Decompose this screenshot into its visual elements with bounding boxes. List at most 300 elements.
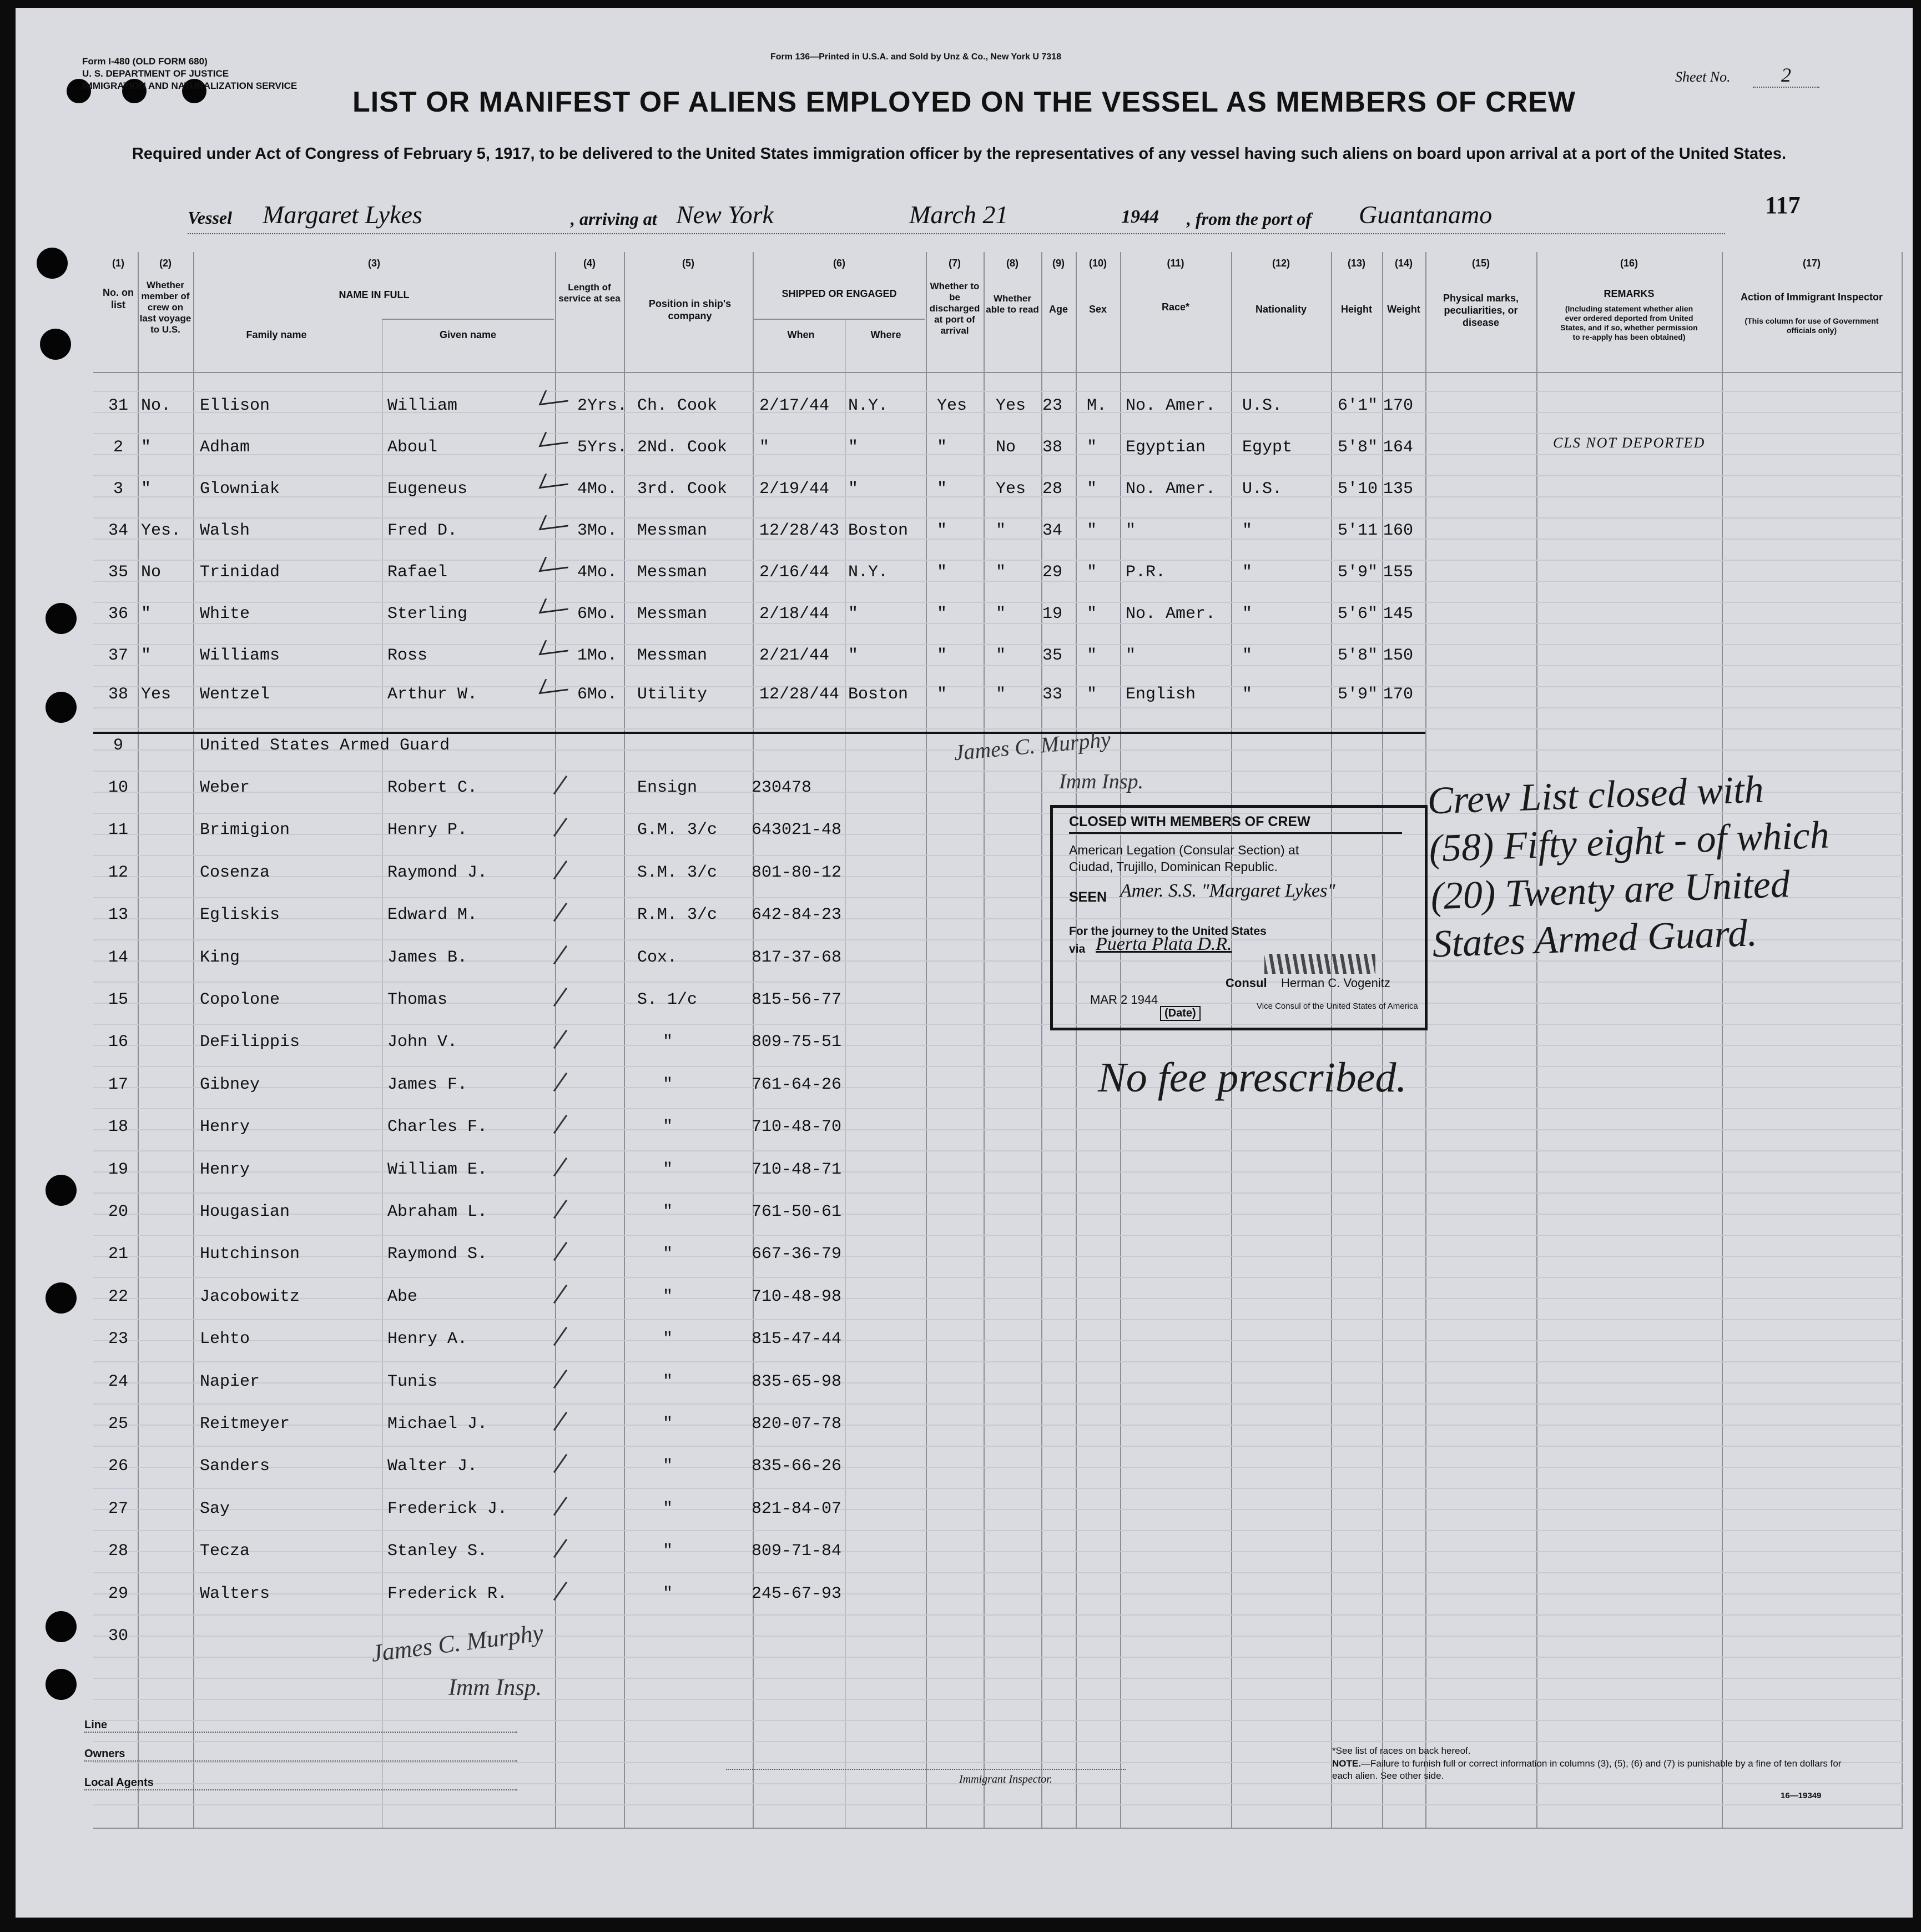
crew-discharged-cell: " bbox=[937, 605, 947, 623]
row-rule bbox=[93, 707, 1903, 708]
column-header: Weight bbox=[1387, 304, 1420, 315]
crew-read-cell: " bbox=[996, 685, 1006, 704]
crew-when-cell: 12/28/44 bbox=[759, 685, 840, 704]
row-rule bbox=[93, 1319, 1903, 1320]
header-rule bbox=[93, 372, 1903, 373]
crew-read-cell: No bbox=[996, 438, 1016, 457]
guard-rating-cell: S. 1/c bbox=[637, 990, 698, 1009]
crew-list-closed-note bbox=[1426, 764, 1833, 969]
crew-position-cell: Ch. Cook bbox=[637, 396, 718, 415]
crew-family-cell: Glowniak bbox=[200, 480, 280, 499]
crew-where-cell: N.Y. bbox=[848, 396, 889, 415]
consul-signature-scribble bbox=[1264, 954, 1375, 974]
grid-line bbox=[555, 252, 556, 1829]
guard-given-cell: Edward M. bbox=[387, 905, 478, 925]
crew-service-cell: 4Mo. bbox=[577, 480, 618, 499]
guard-service-number-cell: 245-67-93 bbox=[752, 1584, 842, 1603]
column-number: (4) bbox=[583, 258, 596, 269]
crew-family-cell: Ellison bbox=[200, 396, 270, 415]
line-label: Line bbox=[84, 1719, 517, 1733]
row-rule bbox=[93, 1129, 1903, 1130]
punch-hole bbox=[37, 248, 68, 279]
row-rule bbox=[93, 475, 1903, 476]
fee-note: No fee prescribed. bbox=[1098, 1054, 1407, 1101]
guard-service-number-cell: 710-48-70 bbox=[752, 1118, 842, 1137]
guard-no-cell: 27 bbox=[108, 1499, 128, 1518]
crew-family-cell: Wentzel bbox=[200, 685, 270, 704]
stamp-line1: American Legation (Consular Section) at bbox=[1069, 843, 1299, 857]
local-agents-label: Local Agents bbox=[84, 1777, 517, 1790]
stamp-via-value: Puerta Plata D.R. bbox=[1096, 934, 1232, 954]
crew-nationality-cell: " bbox=[1242, 646, 1253, 665]
column-number: (12) bbox=[1272, 258, 1290, 269]
row-rule bbox=[93, 644, 1903, 645]
guard-family-cell: Egliskis bbox=[200, 905, 280, 925]
guard-rating-cell: " bbox=[663, 1499, 673, 1518]
grid-line bbox=[845, 319, 846, 1829]
grid-line bbox=[984, 252, 985, 1829]
owners-label: Owners bbox=[84, 1748, 517, 1762]
guard-service-number-cell: 643021-48 bbox=[752, 821, 842, 840]
column-header: No. on list bbox=[103, 287, 134, 310]
crew-race-cell: P.R. bbox=[1126, 563, 1166, 582]
service-check-mark bbox=[538, 554, 574, 572]
crew-height-cell: 5'10 bbox=[1338, 480, 1378, 499]
guard-family-cell: Lehto bbox=[200, 1330, 250, 1349]
guard-service-number-cell: 817-37-68 bbox=[752, 948, 842, 967]
crew-nationality-cell: " bbox=[1242, 521, 1253, 540]
crew-when-cell: 2/21/44 bbox=[759, 646, 830, 665]
arriving-label: , arriving at bbox=[571, 209, 657, 229]
row-rule bbox=[93, 1024, 1903, 1025]
crew-no-cell: 35 bbox=[108, 563, 128, 582]
stamp-date-label: (Date) bbox=[1160, 1006, 1201, 1021]
stamp-consul-label: Consul bbox=[1226, 976, 1267, 990]
column-number: (5) bbox=[682, 258, 694, 269]
guard-given-cell: John V. bbox=[387, 1033, 458, 1052]
guard-rating-cell: S.M. 3/c bbox=[637, 863, 718, 882]
row-rule bbox=[93, 982, 1903, 983]
row-rule bbox=[93, 1614, 1903, 1616]
guard-heading-label: United States Armed Guard bbox=[200, 736, 450, 755]
crew-age-cell: 19 bbox=[1042, 605, 1063, 623]
crew-service-cell: 5Yrs. bbox=[577, 438, 628, 457]
crew-where-cell: " bbox=[848, 605, 859, 623]
crew-service-cell: 3Mo. bbox=[577, 521, 618, 540]
crew-no-cell: 34 bbox=[108, 521, 128, 540]
row-rule bbox=[93, 1382, 1903, 1383]
row-rule bbox=[93, 1699, 1903, 1700]
crew-family-cell: Williams bbox=[200, 646, 280, 665]
stamp-via-label: via bbox=[1069, 943, 1086, 955]
crew-when-cell: 2/17/44 bbox=[759, 396, 830, 415]
row-rule bbox=[93, 1593, 1903, 1594]
row-rule bbox=[93, 1403, 1903, 1405]
crew-weight-cell: 150 bbox=[1383, 646, 1414, 665]
row-rule bbox=[93, 391, 1903, 392]
row-rule bbox=[93, 1045, 1903, 1046]
manifest-sheet bbox=[16, 8, 1913, 1918]
crew-race-cell: Egyptian bbox=[1126, 438, 1206, 457]
crew-weight-cell: 160 bbox=[1383, 521, 1414, 540]
grid-line bbox=[1722, 252, 1723, 1829]
row-rule bbox=[93, 1256, 1903, 1257]
row-rule bbox=[93, 1530, 1903, 1531]
guard-rating-cell: Cox. bbox=[637, 948, 678, 967]
inspector-signature-line bbox=[726, 1769, 1126, 1770]
punch-hole bbox=[46, 1611, 77, 1642]
crew-race-cell: " bbox=[1126, 521, 1136, 540]
guard-given-cell: Tunis bbox=[387, 1372, 438, 1391]
crew-given-cell: Sterling bbox=[387, 605, 468, 623]
crew-nationality-cell: U.S. bbox=[1242, 396, 1283, 415]
row-rule bbox=[93, 1657, 1903, 1658]
column-header: Height bbox=[1341, 304, 1372, 315]
stamp-vice-consul: Vice Consul of the United States of America bbox=[1257, 1002, 1418, 1011]
crew-where-cell: " bbox=[848, 438, 859, 457]
crew-family-cell: Walsh bbox=[200, 521, 250, 540]
guard-family-cell: Hutchinson bbox=[200, 1245, 300, 1264]
crew-height-cell: 5'6" bbox=[1338, 605, 1378, 623]
crew-sex-cell: M. bbox=[1087, 396, 1107, 415]
crew-where-cell: Boston bbox=[848, 685, 909, 704]
punch-hole bbox=[46, 1282, 77, 1314]
crew-discharged-cell: " bbox=[937, 685, 947, 704]
row-rule bbox=[93, 1446, 1903, 1447]
crew-sex-cell: " bbox=[1087, 438, 1097, 457]
crew-service-cell: 2Yrs. bbox=[577, 396, 628, 415]
crew-family-cell: White bbox=[200, 605, 250, 623]
crew-nationality-cell: " bbox=[1242, 685, 1253, 704]
guard-service-number-cell: 710-48-71 bbox=[752, 1160, 842, 1179]
guard-service-number-cell: 815-56-77 bbox=[752, 990, 842, 1009]
row-rule bbox=[93, 1636, 1903, 1637]
column-header: Whether member of crew on last voyage to U.S. bbox=[139, 280, 191, 335]
guard-given-cell: Abe bbox=[387, 1287, 418, 1306]
crew-age-cell: 23 bbox=[1042, 396, 1063, 415]
crew-prev-cell: No. bbox=[141, 396, 172, 415]
punch-hole bbox=[46, 1175, 77, 1206]
row-rule bbox=[93, 1087, 1903, 1088]
guard-rating-cell: " bbox=[663, 1203, 673, 1221]
note-line: States Armed Guard. bbox=[1431, 912, 1758, 966]
form-subtitle: Required under Act of Congress of February 5, 1917, to be delivered to the United States immigration officer by the representatives of any vessel having such aliens on board upon arrival at a port of the United States. bbox=[132, 145, 1787, 163]
crew-nationality-cell: " bbox=[1242, 563, 1253, 582]
guard-no-cell: 26 bbox=[108, 1457, 128, 1476]
sheet-number: 2 bbox=[1753, 63, 1819, 88]
guard-given-cell: Henry P. bbox=[387, 821, 468, 840]
arrival-date: March 21 bbox=[909, 200, 1009, 229]
guard-given-cell: William E. bbox=[387, 1160, 488, 1179]
crew-height-cell: 5'9" bbox=[1338, 563, 1378, 582]
crew-read-cell: Yes bbox=[996, 396, 1026, 415]
grid-line bbox=[1902, 252, 1903, 1829]
guard-given-cell: Charles F. bbox=[387, 1118, 488, 1137]
crew-weight-cell: 164 bbox=[1383, 438, 1414, 457]
guard-service-number-cell: 801-80-12 bbox=[752, 863, 842, 882]
guard-service-number-cell: 820-07-78 bbox=[752, 1415, 842, 1433]
guard-service-number-cell: 835-65-98 bbox=[752, 1372, 842, 1391]
column-number: (7) bbox=[949, 258, 961, 269]
shipped-subhead-rule bbox=[753, 319, 925, 320]
crew-age-cell: 29 bbox=[1042, 563, 1063, 582]
row-rule bbox=[93, 1678, 1903, 1679]
column-number: (6) bbox=[833, 258, 845, 269]
crew-height-cell: 5'8" bbox=[1338, 646, 1378, 665]
guard-service-number-cell: 809-75-51 bbox=[752, 1033, 842, 1052]
guard-family-cell: Gibney bbox=[200, 1075, 260, 1094]
guard-given-cell: James F. bbox=[387, 1075, 468, 1094]
crew-read-cell: " bbox=[996, 521, 1006, 540]
service-check-mark bbox=[538, 470, 574, 489]
row-rule bbox=[93, 602, 1903, 603]
service-check-mark bbox=[538, 512, 574, 531]
guard-rating-cell: R.M. 3/c bbox=[637, 905, 718, 925]
row-rule bbox=[93, 517, 1903, 519]
column-header: Whether to be discharged at port of arrival bbox=[929, 281, 980, 336]
guard-family-cell: Tecza bbox=[200, 1542, 250, 1561]
grid-line bbox=[926, 252, 927, 1829]
row-rule bbox=[93, 560, 1903, 561]
grid-line bbox=[1120, 252, 1121, 1829]
crew-height-cell: 6'1" bbox=[1338, 396, 1378, 415]
service-check-mark bbox=[538, 676, 574, 695]
column-subheader: Family name bbox=[246, 329, 307, 340]
crew-discharged-cell: " bbox=[937, 646, 947, 665]
guard-family-cell: Walters bbox=[200, 1584, 270, 1603]
guard-family-cell: Sanders bbox=[200, 1457, 270, 1476]
row-rule bbox=[93, 728, 1903, 729]
stamp-seen-value: Amer. S.S. "Margaret Lykes" bbox=[1120, 881, 1335, 901]
crew-race-cell: No. Amer. bbox=[1126, 396, 1216, 415]
guard-no-cell: 20 bbox=[108, 1203, 128, 1221]
crew-remarks-cell: CLS NOT DEPORTED bbox=[1553, 435, 1706, 451]
guard-rating-cell: " bbox=[663, 1372, 673, 1391]
column-number: (10) bbox=[1088, 258, 1107, 269]
guard-no-cell: 25 bbox=[108, 1415, 128, 1433]
crew-prev-cell: " bbox=[141, 480, 152, 499]
crew-prev-cell: No bbox=[141, 563, 162, 582]
crew-given-cell: William bbox=[387, 396, 458, 415]
note-text: —Failure to furnish full or correct information in columns (3), (5), (6) and (7) is punishable by a fine of ten dollars for each alien. See other side. bbox=[1332, 1758, 1842, 1781]
grid-line bbox=[1076, 252, 1077, 1829]
crew-no-cell: 2 bbox=[113, 438, 123, 457]
row-rule bbox=[93, 1361, 1903, 1362]
guard-given-cell: Raymond J. bbox=[387, 863, 488, 882]
guard-family-cell: Cosenza bbox=[200, 863, 270, 882]
note-line: (58) Fifty eight - of which bbox=[1428, 813, 1830, 871]
guard-family-cell: Henry bbox=[200, 1160, 250, 1179]
row-rule bbox=[93, 1425, 1903, 1426]
column-header: Length of service at sea bbox=[558, 282, 621, 304]
crew-when-cell: 2/18/44 bbox=[759, 605, 830, 623]
column-number: (16) bbox=[1620, 258, 1638, 269]
guard-given-cell: Walter J. bbox=[387, 1457, 478, 1476]
guard-no-cell: 17 bbox=[108, 1075, 128, 1094]
guard-no-cell: 21 bbox=[108, 1245, 128, 1264]
column-subheader: Given name bbox=[439, 329, 497, 340]
column-header: SHIPPED OR ENGAGED bbox=[781, 288, 897, 299]
inspector-title: Imm Insp. bbox=[1059, 770, 1143, 793]
grid-line bbox=[1331, 252, 1332, 1829]
punch-hole bbox=[46, 603, 77, 634]
crew-weight-cell: 145 bbox=[1383, 605, 1414, 623]
crew-prev-cell: Yes bbox=[141, 685, 172, 704]
inspector-title-bottom: Imm Insp. bbox=[448, 1675, 542, 1700]
column-number: (13) bbox=[1347, 258, 1365, 269]
crew-no-cell: 37 bbox=[108, 646, 128, 665]
guard-given-cell: Stanley S. bbox=[387, 1542, 488, 1561]
crew-race-cell: No. Amer. bbox=[1126, 605, 1216, 623]
row-rule bbox=[93, 665, 1903, 666]
crew-discharged-cell: Yes bbox=[937, 396, 967, 415]
guard-service-number-cell: 809-71-84 bbox=[752, 1542, 842, 1561]
column-number: (11) bbox=[1167, 258, 1184, 269]
last-row-no: 30 bbox=[108, 1627, 128, 1646]
column-header: Age bbox=[1048, 304, 1068, 315]
page-number: 117 bbox=[1765, 192, 1801, 219]
guard-no-cell: 16 bbox=[108, 1033, 128, 1052]
guard-rating-cell: " bbox=[663, 1542, 673, 1561]
crew-weight-cell: 170 bbox=[1383, 685, 1414, 704]
stamp-seen-label: SEEN bbox=[1069, 889, 1107, 905]
guard-rating-cell: " bbox=[663, 1584, 673, 1603]
crew-prev-cell: Yes. bbox=[141, 521, 181, 540]
guard-service-number-cell: 230478 bbox=[752, 778, 812, 797]
guard-given-cell: Henry A. bbox=[387, 1330, 468, 1349]
crew-age-cell: 35 bbox=[1042, 646, 1063, 665]
crew-prev-cell: " bbox=[141, 605, 152, 623]
crew-race-cell: " bbox=[1126, 646, 1136, 665]
sheet-label: Sheet No. bbox=[1675, 69, 1731, 85]
guard-service-number-cell: 835-66-26 bbox=[752, 1457, 842, 1476]
grid-line bbox=[193, 252, 194, 1829]
grid-line bbox=[1231, 252, 1232, 1829]
guard-service-number-cell: 815-47-44 bbox=[752, 1330, 842, 1349]
guard-family-cell: Napier bbox=[200, 1372, 260, 1391]
crew-age-cell: 33 bbox=[1042, 685, 1063, 704]
arrival-year: 1944 bbox=[1121, 207, 1159, 227]
crew-no-cell: 36 bbox=[108, 605, 128, 623]
guard-rating-cell: " bbox=[663, 1033, 673, 1052]
guard-no-cell: 14 bbox=[108, 948, 128, 967]
punch-hole bbox=[40, 329, 71, 360]
guard-heading-no: 9 bbox=[113, 736, 123, 755]
crew-service-cell: 4Mo. bbox=[577, 563, 618, 582]
crew-nationality-cell: Egypt bbox=[1242, 438, 1293, 457]
guard-no-cell: 12 bbox=[108, 863, 128, 882]
guard-rating-cell: " bbox=[663, 1075, 673, 1094]
inspector-signature-bottom: James C. Murphy bbox=[370, 1619, 545, 1667]
service-check-mark bbox=[538, 387, 574, 406]
guard-family-cell: King bbox=[200, 948, 240, 967]
stamp-journey: For the journey to the United States bbox=[1069, 925, 1267, 938]
crew-guard-divider bbox=[93, 732, 1425, 734]
column-number: (3) bbox=[368, 258, 380, 269]
guard-service-number-cell: 642-84-23 bbox=[752, 905, 842, 925]
column-number: (14) bbox=[1394, 258, 1413, 269]
row-rule bbox=[93, 1214, 1903, 1215]
form-code: 16—19349 bbox=[1781, 1791, 1822, 1800]
column-header: Race* bbox=[1161, 301, 1190, 313]
crew-race-cell: English bbox=[1126, 685, 1196, 704]
row-rule bbox=[93, 1509, 1903, 1510]
row-rule bbox=[93, 1193, 1903, 1194]
stamp-date-value: MAR 2 1944 bbox=[1090, 993, 1158, 1007]
crew-age-cell: 38 bbox=[1042, 438, 1063, 457]
service-check-mark bbox=[538, 637, 574, 656]
guard-no-cell: 29 bbox=[108, 1584, 128, 1603]
grid-line bbox=[1425, 252, 1426, 1829]
column-subheader: Where bbox=[870, 329, 901, 340]
name-subhead-rule bbox=[382, 319, 554, 320]
column-header: Whether able to read bbox=[986, 293, 1039, 315]
guard-family-cell: Reitmeyer bbox=[200, 1415, 290, 1433]
row-rule bbox=[93, 433, 1903, 434]
from-port: Guantanamo bbox=[1359, 200, 1493, 229]
column-number: (17) bbox=[1802, 258, 1821, 269]
guard-service-number-cell: 761-50-61 bbox=[752, 1203, 842, 1221]
guard-given-cell: Abraham L. bbox=[387, 1203, 488, 1221]
column-number: (1) bbox=[112, 258, 124, 269]
row-rule bbox=[93, 1003, 1903, 1004]
guard-no-cell: 19 bbox=[108, 1160, 128, 1179]
row-rule bbox=[93, 1804, 1903, 1805]
crew-discharged-cell: " bbox=[937, 438, 947, 457]
guard-family-cell: Say bbox=[200, 1499, 230, 1518]
row-rule bbox=[93, 1340, 1903, 1341]
crew-given-cell: Fred D. bbox=[387, 521, 458, 540]
stamp-line2: Ciudad, Trujillo, Dominican Republic. bbox=[1069, 859, 1278, 874]
guard-given-cell: Frederick R. bbox=[387, 1584, 508, 1603]
row-rule bbox=[93, 1298, 1903, 1299]
crew-when-cell: 12/28/43 bbox=[759, 521, 840, 540]
column-header: Action of Immigrant Inspector bbox=[1740, 291, 1883, 303]
column-header: Nationality bbox=[1255, 304, 1307, 315]
row-rule bbox=[93, 1171, 1903, 1173]
crew-read-cell: Yes bbox=[996, 480, 1026, 499]
crew-position-cell: Messman bbox=[637, 563, 708, 582]
guard-service-number-cell: 667-36-79 bbox=[752, 1245, 842, 1264]
crew-discharged-cell: " bbox=[937, 480, 947, 499]
column-subheader: (This column for use of Government officials only) bbox=[1744, 316, 1879, 335]
row-rule bbox=[93, 1572, 1903, 1573]
races-note: *See list of races on back hereof. bbox=[1332, 1745, 1471, 1756]
crew-when-cell: 2/19/44 bbox=[759, 480, 830, 499]
guard-given-cell: Thomas bbox=[387, 990, 448, 1009]
crew-sex-cell: " bbox=[1087, 563, 1097, 582]
crew-where-cell: " bbox=[848, 480, 859, 499]
punch-hole bbox=[46, 1669, 77, 1700]
arriving-port: New York bbox=[676, 200, 774, 229]
vessel-name: Margaret Lykes bbox=[263, 200, 422, 229]
crew-discharged-cell: " bbox=[937, 521, 947, 540]
crew-weight-cell: 155 bbox=[1383, 563, 1414, 582]
column-header: NAME IN FULL bbox=[339, 289, 410, 300]
note-line: (20) Twenty are United bbox=[1430, 862, 1791, 918]
crew-no-cell: 38 bbox=[108, 685, 128, 704]
crew-height-cell: 5'9" bbox=[1338, 685, 1378, 704]
guard-given-cell: Michael J. bbox=[387, 1415, 488, 1433]
crew-sex-cell: " bbox=[1087, 480, 1097, 499]
column-number: (9) bbox=[1052, 258, 1065, 269]
crew-sex-cell: " bbox=[1087, 685, 1097, 704]
crew-service-cell: 6Mo. bbox=[577, 605, 618, 623]
grid-line bbox=[624, 252, 625, 1829]
crew-sex-cell: " bbox=[1087, 605, 1097, 623]
guard-given-cell: Robert C. bbox=[387, 778, 478, 797]
column-header: Position in ship's company bbox=[648, 298, 732, 321]
